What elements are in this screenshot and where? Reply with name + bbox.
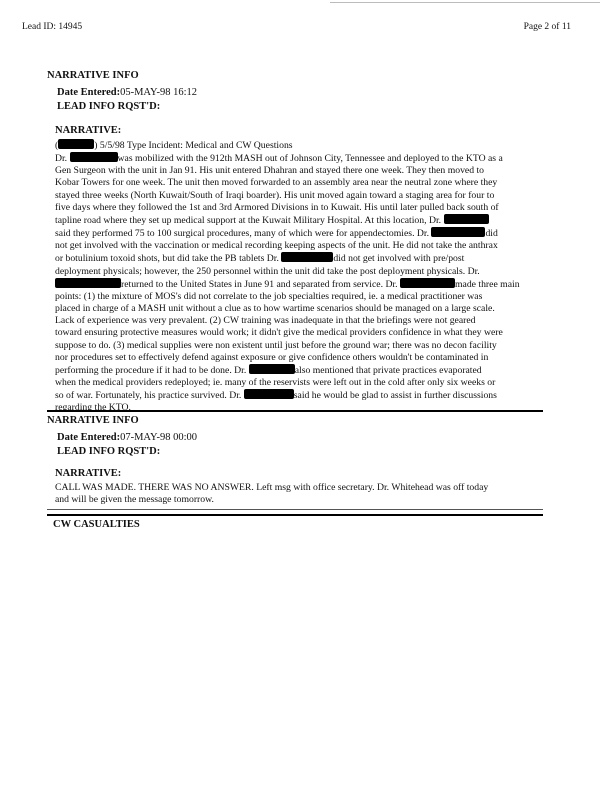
redaction-block xyxy=(444,214,489,224)
section-title-narrative-info: NARRATIVE INFO xyxy=(47,70,139,81)
narrative-label: NARRATIVE: xyxy=(55,125,122,136)
redaction-block xyxy=(58,139,94,149)
redaction-block xyxy=(70,152,118,162)
redaction-block xyxy=(249,364,295,374)
section-divider xyxy=(47,514,543,516)
redaction-block xyxy=(400,278,455,288)
narrative-body-2: CALL WAS MADE. THERE WAS NO ANSWER. Left msg with office secretary. Dr. Whitehead was off today and will be given the message tomorrow. xyxy=(55,482,489,506)
narrative-label-2: NARRATIVE: xyxy=(55,468,122,479)
redaction-block xyxy=(281,252,333,262)
page-indicator: Page 2 of 11 xyxy=(523,22,571,32)
redaction-block xyxy=(55,278,121,288)
scan-top-rule xyxy=(330,2,600,3)
lead-info-rqst-label: LEAD INFO RQST'D: xyxy=(57,445,161,457)
date-entered-label: Date Entered: xyxy=(57,432,121,443)
section-divider-thin xyxy=(47,509,543,510)
section-title-narrative-info-2: NARRATIVE INFO xyxy=(47,415,139,426)
lead-id: Lead ID: 14945 xyxy=(22,22,83,32)
redaction-block xyxy=(431,227,485,237)
section-divider xyxy=(47,410,543,412)
section2-meta xyxy=(57,431,197,458)
date-entered-value: 07-MAY-98 00:00 xyxy=(120,432,198,443)
redaction-block xyxy=(244,389,294,399)
date-entered-value: 05-MAY-98 16:12 xyxy=(120,87,198,98)
section1-meta xyxy=(57,86,197,113)
narrative-body: ( ) 5/5/98 Type Incident: Medical and CW Questions Dr. was mobilized with the 912th MASH out of Johnson City, Tennessee and deployed to the KTO as a Gen Surgeon with the unit in Jan 91. His unit entered Dhahran and stayed there one week. They then moved to Kobar Towers for one week. The unit then moved forwarded to an assembly area near the neutral zone where they stayed three weeks (North Kuwait/South of Iraqi boarder). His unit moved again toward a staging area for four to five days where they followed the 1st and 3rd Armored Divisions in to Kuwait. His until later pulled back south of tapline road where they set up medical support at the Kuwait Military Hospital. At this location, Dr. said they performed 75 to 100 surgical procedures, many of which were for appendectomies. Dr. did not get involved with the vaccination or medical recording keeping aspects of the unit. He did not take the anthrax or botulinium toxoid shots, but did take the PB tablets Dr. did not get involved with pre/post deployment physicals; however, the 250 personnel within the unit did take the post deployment physicals. Dr. returned to the United States in June 91 and separated from service. Dr. made three main points: (1) the mixture of MOS's did not correlate to the job specialties required, ie. a medical practitioner was placed in charge of a MASH unit without a clue as to how wartime scenarios should be managed on a large scale. Lack of experience was very prevalent. (2) CW training was inadequate in that the briefings were not geared toward ensuring protective measures would work; it didn't give the medical providers confidence in what they were suppose to do. (3) medical supplies were non existent until just before the ground war; there was no decon facility nor procedures set to effectively defend against exposure or give confidence others wouldn't be contaminated in performing the procedure if it had to be done. Dr. also mentioned that private practices evaporated when the medical providers redeployed; ie. many of the reservists were left out in the cold after only six weeks or so of war. Fortunately, his practice survived. Dr. said he would be glad to assist in further discussions regarding the KTO. xyxy=(55,140,520,414)
section-title-cw-casualties: CW CASUALTIES xyxy=(53,519,140,530)
lead-info-rqst-label: LEAD INFO RQST'D: xyxy=(57,100,161,112)
date-entered-label: Date Entered: xyxy=(57,87,121,98)
